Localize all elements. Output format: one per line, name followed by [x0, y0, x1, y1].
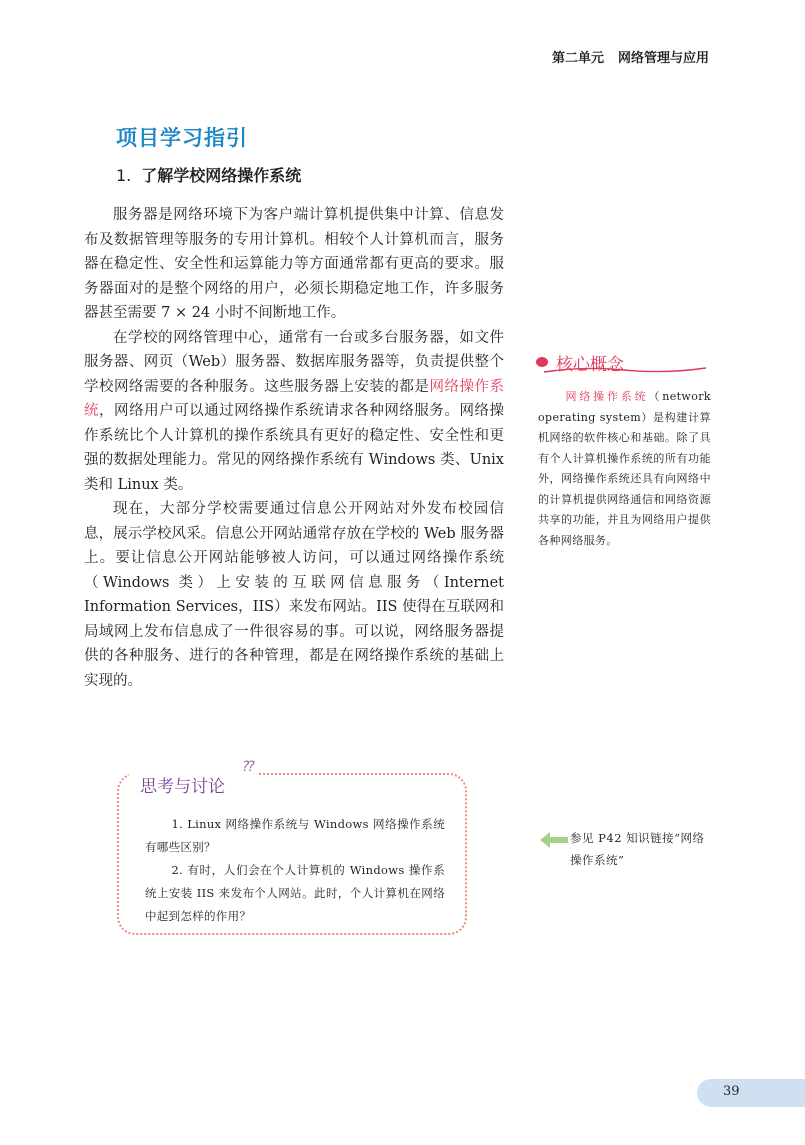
paragraph-1: 服务器是网络环境下为客户端计算机提供集中计算、信息发布及数据管理等服务的专用计算机。相较个人计算机而言，服务器在稳定性、安全性和运算能力等方面通常都有更高的要求。服务器面对的是整个网络的用户，必须长期稳定地工作，许多服务器甚至需要 7 × 24 小时不间断地工作。	[84, 207, 504, 321]
running-header	[552, 47, 709, 66]
highlight-term: 网络操作系统	[84, 378, 505, 419]
main-body	[84, 203, 504, 693]
left-arrow-icon	[540, 831, 568, 849]
discussion-question-2: 2. 有时，人们会在个人计算机的 Windows 操作系统上安装 IIS 来发布个人网站。此时，个人计算机在网络中起到怎样的作用？	[145, 863, 445, 923]
discussion-question-1: 1. Linux 网络操作系统与 Windows 网络操作系统有哪些区别？	[145, 817, 445, 854]
page-number-tab	[697, 1079, 805, 1107]
page-number: 39	[723, 1084, 740, 1099]
concept-term: 网络操作系统	[565, 390, 649, 403]
core-concept-label: 核心概念	[556, 355, 624, 375]
sub-section-title	[116, 163, 301, 186]
sub-section-number: 1.	[116, 166, 132, 185]
header-unit: 第二单元	[552, 51, 605, 66]
paragraph-2-end: ，网络用户可以通过网络操作系统请求各种网络服务。网络操作系统比个人计算机的操作系统具有更好的稳定性、安全性和更强的数据处理能力。常见的网络操作系统有 Windows 类、Unix 类和 Linux 类。	[84, 403, 505, 493]
cross-reference: 参见 P42 知识链接“网络操作系统”	[570, 831, 705, 867]
paragraph-2-start: 在学校的网络管理中心，通常有一台或多台服务器，如文件服务器、网页（Web）服务器、数据库服务器等，负责提供整个学校网络需要的各种服务。这些服务器上安装的都是	[84, 329, 504, 395]
sub-section-text: 了解学校网络操作系统	[141, 166, 302, 185]
paragraph-2	[84, 326, 504, 498]
discussion-title: 思考与讨论	[140, 777, 225, 797]
core-concept-header	[536, 351, 703, 373]
header-title: 网络管理与应用	[618, 51, 710, 66]
question-marks-icon: ??	[242, 759, 253, 775]
core-concept-body	[538, 387, 711, 551]
paragraph-3: 现在，大部分学校需要通过信息公开网站对外发布校园信息，展示学校风采。信息公开网站通常存放在学校的 Web 服务器上。要让信息公开网站能够被人访问，可以通过网络操作系统（Windows 类）上安装的互联网信息服务（Internet Information Services，IIS）来发布网站。IIS 使得在互联网和局域网上发布信息成了一件很容易的事。可以说，网络服务器提供的各种服务、进行的各种管理，都是在网络操作系统的基础上实现的。	[84, 501, 504, 689]
discussion-questions	[145, 813, 445, 928]
section-title: 项目学习指引	[116, 126, 248, 150]
concept-text: （network operating system）是构建计算机网络的软件核心和基础。除了具有个人计算机操作系统的所有功能外，网络操作系统还具有向网络中的计算机提供网络通信和网络资源共享的功能，并且为网络用户提供各种网络服务。	[538, 390, 711, 547]
